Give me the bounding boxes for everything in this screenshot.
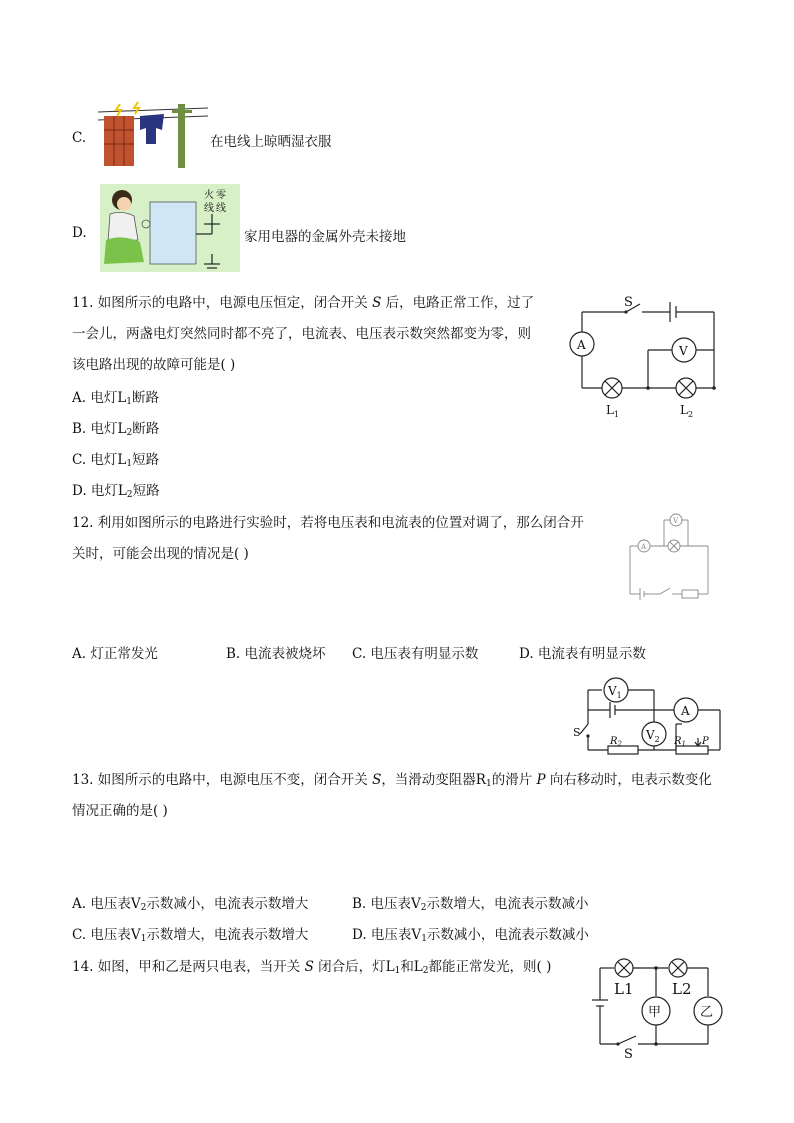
q11-option-c[interactable]: C. 电灯$L_1$短路 [72,452,160,469]
q11-option-d[interactable]: D. 电灯$L_2$短路 [72,483,160,500]
option-d-letter: D. [72,225,87,241]
option-c-text: 在电线上晾晒湿衣服 [210,134,332,150]
ungrounded-appliance-illustration [100,184,240,272]
neutral-wire-label-2: 线 [216,203,226,214]
live-wire-label-2: 线 [204,203,214,214]
q14-l2-label: L2 [672,980,692,998]
q13-r2-label: $R_2$ [610,736,622,748]
q14-circuit-diagram [590,958,724,1062]
q11-line1-a: 11. 如图所示的电路中，电源电压恒定，闭合开关 [72,295,373,311]
q14-switch-label: S [624,1047,633,1062]
q11-l1-label: $L_1$ [606,403,620,419]
live-wire-label: 火 [204,190,214,201]
q14-line1: 14. 如图，甲和乙是两只电表，当开关 S 闭合后，灯$L_1$和$L_2$都能正常发光，则( ) [72,959,552,976]
q11-option-a[interactable]: A. 电灯$L_1$断路 [72,390,160,407]
q13-ammeter-label: A [681,704,690,718]
q13-line1: 13. 如图所示的电路中，电源电压不变，闭合开关 S，当滑动变阻器$R_1$的滑片 P 向右移动时，电表示数变化 [72,772,712,789]
q13-circuit-diagram [570,676,726,766]
q12-option-d[interactable]: D. 电流表有明显示数 [519,646,646,662]
q12-option-a[interactable]: A. 灯正常发光 [72,646,158,662]
q13-option-b[interactable]: B. 电压表$V_2$示数增大，电流表示数减小 [352,896,589,913]
q11-ammeter-label: A [577,338,586,352]
q13-v1-label: $V_1$ [608,684,622,700]
q11-switch-symbol: S [372,295,382,311]
q14-meter-jia-label: 甲 [648,1005,662,1020]
q13-line2: 情况正确的是( ) [72,803,168,819]
q12-option-b[interactable]: B. 电流表被烧坏 [226,646,326,662]
q13-option-a[interactable]: A. 电压表$V_2$示数减小，电流表示数增大 [72,896,309,913]
q11-voltmeter-label: V [679,344,688,358]
q14-meter-yi-label: 乙 [700,1005,714,1020]
q11-option-b[interactable]: B. 电灯$L_2$断路 [72,421,160,438]
q11-switch-label: S [624,295,633,310]
q13-v2-label: $V_2$ [646,728,660,744]
q13-slider-label: P [702,736,709,747]
q11-line3: 该电路出现的故障可能是( ) [72,357,236,373]
q12-option-c[interactable]: C. 电压表有明显示数 [352,646,479,662]
q12-circuit-diagram [626,512,716,604]
q13-switch-label: S [573,726,581,739]
q13-option-d[interactable]: D. 电压表$V_1$示数减小，电流表示数减小 [352,927,589,944]
option-d-text: 家用电器的金属外壳未接地 [244,229,406,245]
q12-voltmeter-label: V [673,517,679,525]
neutral-wire-label: 零 [216,190,226,201]
q11-circuit-diagram [570,290,720,420]
wet-clothes-on-wire-illustration [98,100,208,170]
q11-line1-b: 后，电路正常工作，过了 [381,295,535,311]
q14-l1-label: L1 [614,980,634,998]
option-c-letter: C. [72,130,87,146]
q12-line2: 关时，可能会出现的情况是( ) [72,546,249,562]
q11-line1 [72,291,534,311]
q12-ammeter-label: A [641,543,647,551]
q13-option-c[interactable]: C. 电压表$V_1$示数增大，电流表示数增大 [72,927,309,944]
q11-line2: 一会儿，两盏电灯突然同时都不亮了，电流表、电压表示数突然都变为零，则 [72,326,531,342]
q12-line1: 12. 利用如图所示的电路进行实验时，若将电压表和电流表的位置对调了，那么闭合开 [72,515,584,531]
q13-r1-label: $R_1$ [674,736,686,748]
q11-l2-label: $L_2$ [680,403,694,419]
